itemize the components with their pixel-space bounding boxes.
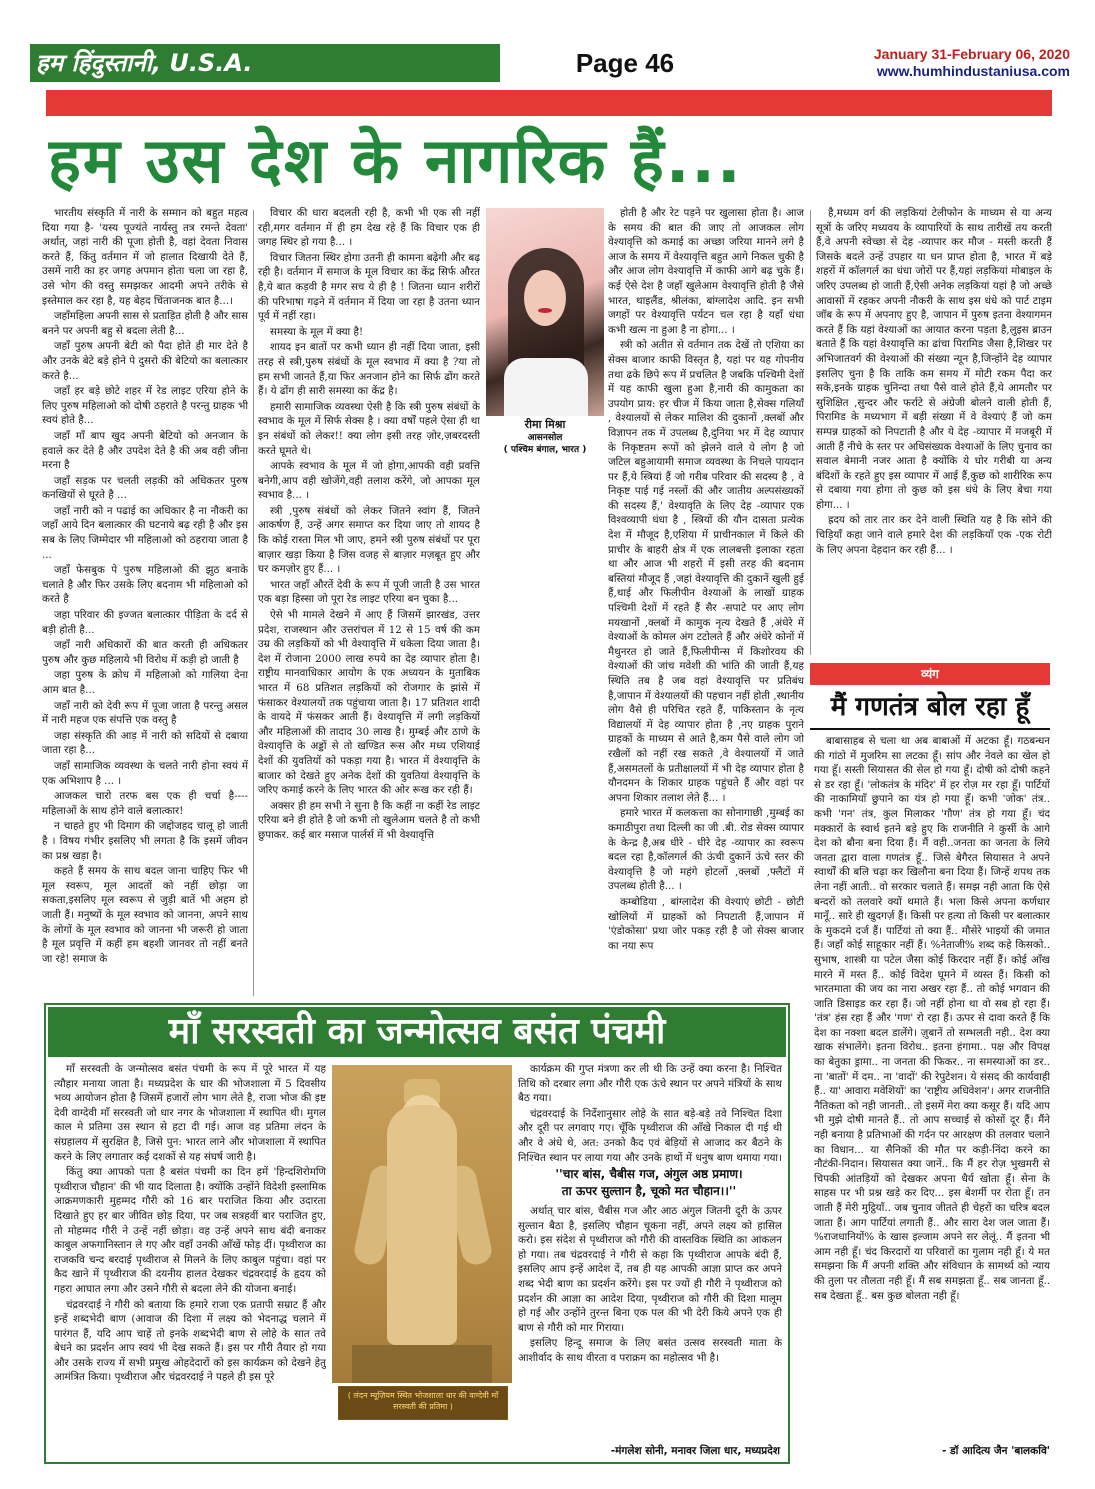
author-city: आसनसोल: [527, 433, 563, 443]
page-number: Page 46: [575, 48, 675, 78]
saraswati-column-2-top: [518, 1062, 782, 1166]
article-column-4: [816, 206, 1052, 654]
paragraph: समस्या के मूल में क्या है!: [270, 325, 364, 338]
paragraph: इसलिए हिन्दू समाज के लिए बसंत उत्सव सरस्वती माता के आशीर्वाद के साथ वीरता व पराक्रम का महोत्सव भी है।: [518, 1337, 782, 1364]
page-headline: हम उस देश के नागरिक हैं...: [48, 124, 743, 197]
paragraph: हमारे भारत में कलकत्ता का सोनागाछी ,मुम्बई का कमाठीपुरा तथा दिल्ली का जी .बी. रोड सेक्स व्यापार के केन्द्र है,अब धीरे - धीरे देह -व्यापार का स्वरूप बदल रहा है,कॉलगर्ल की ऊंची दुकानें ऊंचे स्तर की वेश्यावृत्ति है जो महंगे होटलों ,क्लबों ,फ्लैटों में उपलब्ध होती है... ।: [608, 807, 804, 893]
satire-byline: - डॉ आदित्य जैन 'बालकवि': [942, 1445, 1050, 1457]
paragraph: जहाँ नारी को न पढाई का अधिकार है ना नौकरी का जहाँ आये दिन बलात्कार की घटनाये बढ़ रही है और इस सब के लिए जिम्मेदार भी महिलाओ को ठहराया जाता है ...: [42, 504, 248, 561]
paragraph: अक्सर ही हम सभी ने सुना है कि कहीं ना कहीं रेड लाइट एरिया बने ही होते है जो कभी तो खुलेआम चलते है तो कभी छुपाकर. कई बार मसाज पार्लर्स में भी वेश्यावृत्ति: [258, 799, 480, 841]
paragraph: जहा पुरुष के क्रोध में महिलाओ को गालिया देना आम बात है...: [42, 669, 248, 696]
paragraph: विचार की धारा बदलती रही है, कभी भी एक सी नहीं रही,मगर वर्तमान में ही हम देख रहे हैं कि विचार एक ही जगह स्थिर हो गया है... ।: [258, 207, 480, 249]
pull-quote: [518, 1166, 780, 1200]
date-range: January 31-February 06, 2020: [873, 46, 1070, 62]
satire-body: [814, 734, 1050, 1440]
paragraph: अर्थात् चार बांस, चैबीस गज और आठ अंगुल जितनी दूरी के ऊपर सुल्तान बैठा है, इसलिए चौहान चूकना नहीं, अपने लक्ष्य को हासिल करो। इस संदेश से पृथ्वीराज को गौरी की वास्तविक स्थिति का आंकलन हो गया। तब चंद्रवरदाई ने गौरी से कहा कि पृथ्वीराज आपके बंदी हैं, इसलिए आप इन्हें आदेश दें, तब ही यह आपकी आज्ञा प्राप्त कर अपने शब्द भेदी बाण का प्रदर्शन करेंगे। इस पर ज्यों ही गौरी ने पृथ्वीराज को प्रदर्शन की आज्ञा का आदेश दिया, पृथ्वीराज को गौरी की दिशा मालूम हो गई और उन्होंने तुरन्त बिना एक पल की भी देरी किये अपने एक ही बाण से गौरी को मार गिराया।: [518, 1205, 782, 1334]
author-name: रीमा मिश्रा: [524, 418, 566, 431]
column-divider: [810, 210, 811, 655]
saraswati-column-1: [54, 1062, 326, 1458]
paragraph: जहाँ सामाजिक व्यवस्था के चलते नारी होना स्वयं में एक अभिशाप है ... ।: [42, 759, 248, 787]
satire-tag: व्यंग: [810, 663, 1050, 685]
paragraph: जहाँ नारी अधिकारों की बात करती ही अधिकतर पुरुष और कुछ महिलाये भी विरोध में कड़ी हो जाती है: [42, 639, 248, 666]
saraswati-column-2-bottom: [518, 1204, 782, 1442]
paragraph: जहाँ माँ बाप खुद अपनी बेटियो को अनजान के हवाले कर देते है और उपदेश देते है की अब वही जीना मरना है: [42, 429, 248, 472]
paragraph: आजकल चारो तरफ बस एक ही चर्चा है----महिलाओं के साथ होने वाले बलात्कार!: [42, 790, 248, 817]
paragraph: जहाँ नारी को देवी रूप में पूजा जाता है परन्तु असल में नारी महज एक संपत्ति एक वस्तु है: [42, 699, 248, 727]
paragraph: शायद इन बातों पर कभी ध्यान ही नहीं दिया जाता, इसी तरह से स्त्री,पुरुष संबंधों के मूल स्वभाव में क्या है ?या तो हम सभी जानते हैं,या फिर अनजान होने का सिर्फ ढोंग करते हैं। ये ढोंग ही सारी समस्या का केंद्र है।: [258, 341, 480, 398]
paragraph: कार्यक्रम की गुप्त मंत्रणा कर ली थी कि उन्हें क्या करना है। निश्चित तिथि को दरबार लगा और गौरी एक ऊंचे स्थान पर अपने मंत्रियों के साथ बैठ गया।: [518, 1063, 782, 1105]
paragraph: होती है और रेट पड़ने पर खुलासा होता है। आज के समय की बात की जाए तो आजकल लोग वेश्यावृत्ति को कमाई का अच्छा जरिया मानने लगे है आज के समय में वेश्यावृत्ति बहुत आगे निकल चुकी है और आज लोग वेश्यावृत्ति में काफी आगे बढ़ चुके हैं। कई ऐसे देश है जहाँ खुलेआम वेश्यावृत्ति होती है जैसे भारत, थाइलैंड, श्रीलंका, बांग्लादेश आदि. इन सभी जगहों पर वेश्यावृत्ति पर्यटन चल रहा है यहाँ धंधा कभी खत्म ना हुआ है ना होगा... ।: [608, 207, 804, 336]
paragraph: जहाँ सड़क पर चलती लड़की को अधिकतर पुरुष कनखियों से घूरते है ...: [42, 474, 248, 502]
saraswati-statue-image: [332, 1065, 512, 1383]
column-2-paragraphs: [258, 206, 480, 843]
paragraph: जहाँ पुरुष अपनी बेटी को पैदा होते ही मार देते है और उनके बेटे बड़े होने पे दुसरो की बेटियो का बलात्कार करते है...: [42, 340, 248, 382]
paragraph: बाबासाहब से चला था अब बाबाओं में अटका हूँ। गठबन्धन की गांठो में मुजरिम सा लटका हूँ। सांप और नेवले का खेल हो गया हूँ। सस्ती सियासत की सेल हो गया हूँ। दोषी को दोषी कहने से डर रहा हूँ। 'लोकतंत्र के मंदिर' में हर रोज़ मर रहा हूँ। पार्टियों की नाकामियाँ छुपाने का यंत्र हो गया हूँ। कभी 'जोक' तंत्र.. कभी 'गन' तंत्र, कुल मिलाकर 'गौण' तंत्र हो गया हूँ। चंद मक्कारों के स्वार्थ इतने बड़े हुए कि राजनीति ने कुर्सी के आगे देश को बौना बना दिया हैं। मैं वही..जनता का जनता के लिये जनता द्वारा वाला गणतंत्र हूँ.. जिसे बेगैरत सियासत ने अपने स्वार्थों की बलि चढ़ा कर खिलौना बना दिया हैं। जिन्हें शपथ तक लेना नहीं आती.. वो सरकार चलाते हैं। समझ नही आता कि ऐसे बन्दरों को तलवारे क्यों थमाते हैं। भला किसे अपना कर्णधार मानूँ.. सारे ही खुदगर्ज़ हैं। किसी पर हत्या तो किसी पर बलात्कार के मुकदमे दर्ज हैं। पार्टियां तो क्या हैं.. मौसेरे भाइयों की जमात हैं। जहाँ कोई साहूकार नहीं हैं। %नेताजी% शब्द कहे किसको.. सुभाष, शास्त्री या पटेल जैसा कोई किरदार नहीं हैं। कोई आँख मारने में मस्त हैं.. कोई विदेश घूमने में व्यस्त हैं। किसी को भारतमाता की जय का नारा अखर रहा हैं.. तो कोई भगवान की जाति डिसाइड कर रहा हैं। जो नहीं होना था वो सब हो रहा हैं। 'तंत्र' हंस रहा हैं और 'गण' रो रहा हैं। ऊपर से दावा करते हैं कि देश का नक्शा बदल डालेंगे। ज़ुबानें तो सम्भलती नही.. देश क्या खाक संभालेंगे। इतना विरोध.. इतना हंगामा.. पक्ष और विपक्ष का बेतुका ड्रामा.. ना जनता की फिकर.. ना समस्याओं का डर.. ना 'बातों' में दम.. ना 'वादों' की रेपुटेशन। ये संसद की कार्यवाही हैं.. या' आवारा मवेशियों' का 'राष्ट्रीय अधिवेशन'। अगर राजनीति नैतिकता को नही जानती.. तो इसमें मेरा क्या कसूर हैं। यदि आप भी मुझे दोषी मानते हैं.. तो आप सच्चाई से कोसों दूर हैं। मैंने नही बनाया है प्रतिभाओं की गर्दन पर आरक्षण की तलवार चलाने का विधान... या सैनिकों की मौत पर कड़ी-निंदा करने का नौटंकी-निदान। सियासत क्या जानें.. कि मैं हर रोज़ भुखमरी से चिपकी आंतड़ियों को देखकर अपना धैर्य खोता हूँ। सेना के साहस पर भी प्रश्न खड़े कर दिए... इस बेशर्मी पर रोता हूँ। तन जाती हैं मेरी मुट्ठियाँ.. जब चुनाव जीतते ही चेहरों का चरित्र बदल जाता हैं। आग पार्टियां लगाती हैं.. और सारा देश जल जाता हैं। %राजधानियों% के खास इल्जाम अपने सर लेलूं.. मैं इतना भी आम नही हूँ। चंद किरदारों या परिवारों का गुलाम नही हूँ। ये मत समझना कि मैं अपनी शक्ति और संविधान के सामर्थ्य को न्याय की तुला पर तौलता नही हूँ। मैं सब समझता हूँ.. सब जानता हूँ.. सब देखता हूँ.. बस कुछ बोलता नही हूँ।: [814, 735, 1050, 1302]
column-divider: [253, 210, 254, 996]
author-photo: [486, 208, 604, 416]
paragraph: कहते हैं समय के साथ बदल जाना चाहिए फिर भी मूल स्वरूप, मूल आदतों को नहीं छोड़ा जा सकता,इसलिए मूल स्वरूप से जुड़ी बातें भी अहम हो जाती हैं। मनुष्यों के मूल स्वभाव को जानना, अपने साथ के लोगों के मूल स्वभाव को जानना भी जरूरी हो जाता है मूल प्रवृत्ति में कहीं हम बहशी जानवर तो नहीं बनते जा रहे! समाज के: [42, 865, 248, 965]
paragraph: चंद्रवरदाई के निर्देशानुसार लोहे के सात बड़े-बड़े तवे निश्चित दिशा और दूरी पर लगवाए गए। चूँकि पृथ्वीराज की आँखे निकाल दी गई थी और वे अंधे थे, अत: उनको कैद एवं बेड़ियों से आजाद कर बैठने के निश्चित स्थान पर लाया गया और उनके हाथों में धनुष बाण थमाया गया।: [518, 1107, 782, 1164]
paragraph: हमारी सामाजिक व्यवस्था ऐसी है कि स्त्री पुरुष संबंधों के स्वभाव के मूल में सिर्फ सेक्स है । क्या वर्षों पहले ऐसा ही था इन संबंधों को लेकर!! क्या लोग इसी तरह ज़ोर,ज़बरदस्ती करते घूमते थे।: [258, 400, 480, 457]
paragraph: स्त्री ,पुरुष संबंधों को लेकर जितने स्वांग हैं, जितने आकर्षण हैं, उन्हें अगर समाप्त कर दिया जाए तो शायद है कि कोई रास्ता मिल भी जाए, हमने स्त्री पुरुष संबंधों पर पूरा बाज़ार खड़ा किया है जिस वजह से बाज़ार मज़बूत हुए और घर कमज़ोर हुए हैं... ।: [258, 504, 480, 576]
paragraph: भारत जहाँ औरतें देवी के रूप में पूजी जाती है उस भारत एक बड़ा हिस्सा जो पूरा रेड लाइट एरिया बन चुका है...: [258, 578, 480, 606]
paragraph: जहा संस्कृति की आड़ में नारी को सदियों से दबाया जाता रहा है...: [42, 729, 248, 757]
saraswati-col2-top-paragraphs: [518, 1062, 782, 1166]
article-column-3-body: [608, 206, 804, 998]
paragraph: न चाहते हुए भी दिमाग की जद्दोजहद चालू हो जाती है । विषय गंभीर इसलिए भी लगता है कि इसमें जीवन का प्रश्न खड़ा है।: [42, 820, 248, 862]
author-region: ( पश्चिम बंगाल, भारत ): [503, 445, 587, 455]
paragraph: जहाँमहिला अपनी सास से प्रताड़ित होती है और सास बनने पर अपनी बहु से बदला लेती है...: [42, 310, 248, 337]
paragraph: कम्बोडिया , बांग्लादेश की वेश्याएं छोटी - छोटी खोलियों में ग्राहकों को निपटाती हैं,जापान में 'एंडोकोसा' प्रथा जोर पकड़ रही है जो सेक्स बाजार का नया रूप: [608, 895, 804, 952]
issue-date: [874, 46, 1070, 80]
paragraph: है,मध्यम वर्ग की लड़कियां टेलीफोन के माध्यम से या अन्य सूत्रों के जरिए मध्यवय के व्यापारियों के साथ तारीखें तय करती हैं,वे अपनी स्वेच्छा से देह -व्यापार कर मौज - मस्ती करती हैं जिसके बदले उन्हें उपहार या धन प्राप्त होता है, भारत में बड़े शहरों में कॉलगर्ल का धंधा जोरों पर हैं,यहां लड़कियां मोबाइल के जरिए उपलब्ध हो जाती हैं,ऐसी अनेक लड़कियां यहां है जो अच्छे आवासों में रहकर अपनी नौकरी के साथ इस धंधे को पार्ट टाइम जॉब के रूप में अपनाए हुए है, जापान में पुरुष इतना वेश्यागमन करते हैं कि यहां वेश्याओं का आयात करना पड़ता है,लुइस ब्राउन बताते हैं कि यहां वेश्यावृत्ति का ढांचा पिरामिड जैसा है,शिखर पर अभिजातवर्ग की वेश्याओं की संख्या न्यून है,जिन्होंने देह व्यापार इसलिए चुना है कि ताकि कम समय में मोटी रकम पैदा कर सके,इनके ग्राहक चुनिन्दा तथा पैसे वाले होते हैं,ये आमतौर पर सुशिक्षित ,सुन्दर और फर्राटे से अंग्रेजी बोलने वाली होती हैं, पिरामिड के मध्यभाग में बड़ी संख्या में वे वेश्याएं हैं जो कम सम्पन्न ग्राहकों को निपटाती है और ये देह -व्यापार में मजबूरी में आती हैं नीचे के स्तर पर अधिसंख्यक वेश्याओं के लिए चुनाव का सवाल बेमानी नजर आता है क्योंकि ये घोर गरीबी या अन्य बंदिशों के रहते हुए इस व्यापार में आई हैं,कुछ को शारीरिक रूप से दबाया गया होगा तो कुछ को इस धंधे के लिए बेचा गया होगा... ।: [816, 207, 1052, 511]
quote-line-2: ता ऊपर सुल्तान है, चूको मत चौहान।।'': [561, 1184, 737, 1198]
paragraph: आपके स्वभाव के मूल में जो होगा,आपकी वही प्रवत्ति बनेगी,आप वही खोजेंगे,वही तलाश करेंगे, जो आपका मूल स्वभाव है... ।: [258, 460, 480, 502]
paragraph: विचार जितना स्थिर होगा उतनी ही कामना बढ़ेगी और बढ़ रही है। वर्तमान में समाज के मूल विचार का केंद्र सिर्फ औरत है,ये बात कड़वी है मगर सच ये ही है ! जितना ध्यान शरीरों की परिभाषा गढ़ने में वर्तमान में दिया जा रहा है उतना ध्यान पूर्व में नहीं रहा।: [258, 251, 480, 323]
masthead: [30, 44, 1070, 84]
saraswati-col1-paragraphs: [54, 1062, 326, 1385]
satire-title-rule: [810, 728, 1050, 730]
paragraph: जहाँ फेसबुक पे पुरुष महिलाओ की झुठ बनाके चलाते है और फिर उसके लिए बदनाम भी महिलाओ को करते है: [42, 564, 248, 606]
paragraph: ऐसे भी मामले देखने में आए हैं जिसमें झारखंड, उत्तर प्रदेश, राजस्थान और उत्तरांचल में 12 से 15 वर्ष की कम उम्र की लड़कियों को भी वेश्यावृत्ति में धकेला दिया जाता है। देश में रोजाना 2000 लाख रुपये का देह व्यापार होता है।राष्ट्रीय मानवाधिकार आयोग के एक अध्ययन के मुताबिक भारत में 68 प्रतिशत लड़कियों को रोजगार के झांसे में फंसाकर वेश्यालयों तक पहुंचाया जाता है। 17 प्रतिशत शादी के वायदे में फंसकर आती हैं। वेश्यावृत्ति में लगी लड़कियों और महिलाओं की तादाद 30 लाख है। मुम्बई और ठाणे के वेश्यावृत्ति के अड्डों से तो खण्डित रूस और मध्य एशियाई देशों की युवतियों को पकड़ा गया है। भारत में वेश्यावृत्ति के बाजार को देखते हुए अनेक देशों की युवतियां वेश्यावृत्ति के जरिए कमाई करने के लिए भारत की ओर रूख कर रही हैं।: [258, 609, 480, 797]
satire-title: मैं गणतंत्र बोल रहा हूँ: [830, 692, 1030, 722]
saraswati-byline: -मंगलेश सोनी, मनावर जिला धार, मध्यप्रदेश: [610, 1445, 780, 1457]
saraswati-col2-bottom-paragraphs: [518, 1204, 782, 1366]
paragraph: जहा परिवार की इज्जत बलात्कार पीड़िता के दर्द से बड़ी होती है...: [42, 609, 248, 636]
paragraph: स्त्री को अतीत से वर्तमान तक देखें तो एशिया का सेक्स बाजार काफी विस्तृत है, यहां पर यह गोपनीय तथा ढके छिपे रूप में प्रचलित है जबकि पश्चिमी देशों में यह काफी खुला हुआ है,नारी की कामुकता का उपयोग प्राय: हर चीज में किया जाता है,सेक्स गलियाँ , वेश्यालयों से लेकर मालिश की दुकानों ,क्लबों और विज्ञापन तक में उपलब्ध है,दुनिया भर में देह व्यापार के निकृष्टतम रूपों को झेलने वाले ये लोग है जो जटिल बहुआयामी समाज व्यवस्था के निचले पायदान पर हैं,ये स्त्रियां हैं जो गरीब परिवार की सदस्य है , वे निकृष्ट पाई गई नस्लों की और जातीय अल्पसंख्यकों की सदस्य हैं,' वेश्यावृति के लिए देह -व्यापार एक विश्वव्यापी धंधा है , स्त्रियों की यौन दासता प्रत्येक देश में मौजूद है,एशिया में प्राचीनकाल में किले की प्राचीर के बाहरी क्षेत्र में एक लालबत्ती इलाका रहता था और आज भी शहरों में इसी तरह की बदनाम बस्तियां मौजूद हैं ,जहां वेश्यावृत्ति की दुकानें खुली हुई हैं,थाई और फिलीपीन वेश्याओं के लाखों ग्राहक पश्चिमी देशों में रहते हैं सैर -सपाटे पर आए लोग मयखानों ,क्लबों में कामुक नृत्य देखते हैं ,अंधेरे में वेश्याओं के कोमल अंग टटोलते हैं और अंधेरे कोनों में मैथुनरत हो जाते हैं,फिलीपीन्स में किशोरवय की वेश्याओं की जांच मवेशी की भांति की जाती हैं,यह स्थिति तब है जब वहां वेश्यावृत्ति पर प्रतिबंध है,जापान में वेश्यालयों की पहचान नहीं होती ,स्थानीय लोग वैसे ही परिचित रहते हैं, पाकिस्तान के नृत्य विद्यालयों में देह व्यापार होता है ,नए ग्राहक पुराने ग्राहकों के माध्यम से आते है,कम पैसे वाले लोग जो रखैलों को नहीं रख सकते ,वे वेश्यालयों में जाते हैं,असमतलों के प्रतीक्षालयों में भी देह व्यापार होता है यौनदमन के शिकार ग्राहक पहुंचते हैं और वहां पर अपना शिकार तलाश लेते हैं... ।: [608, 339, 804, 804]
red-banner-strip: [46, 90, 1052, 116]
paragraph: किंतु क्या आपको पता है बसंत पंचमी का दिन हमें 'हिन्दशिरोमणि पृथ्वीराज चौहान' की भी याद दिलाता है। क्योंकि उन्होंने विदेशी इस्लामिक आक्रमणकारी मुहम्मद गौरी को 16 बार पराजित किया और उदारता दिखाते हुए हर बार जीवित छोड़ दिया, पर जब सत्रहवीं बार पराजित हुए, तो मोहम्मद गौरी ने उन्हें नहीं छोड़ा। वह उन्हें अपने साथ बंदी बनाकर काबुल अफगानिस्तान ले गए और वहाँ उनकी आँखें फोड़ दीं। पृथ्वीराज का राजकवि चन्द बरदाई पृथ्वीराज से मिलने के लिए काबुल पहुंचा। वहां पर कैद खाने में पृथ्वीराज की दयनीय हालत देखकर चंद्रवरदाई के हृदय को गहरा आघात लगा और उसने गौरी से बदला लेने की योजना बनाई।: [54, 1166, 326, 1295]
article-column-2: [258, 206, 480, 998]
column-3-paragraphs: [608, 206, 804, 953]
paragraph: भारतीय संस्कृति में नारी के सम्मान को बहुत महत्व दिया गया है- 'यस्य पूज्यंते नार्यस्तु तत्र रमन्ते देवता' अर्थात्, जहां नारी की पूजा होती है, वहां देवता निवास करते हैं, किंतु वर्तमान में जो हालात दिखायी देते हैं, उसमें नारी का हर जगह अपमान होता चला जा रहा है, उसे भोग की वस्तु समझकर आदमी अपने तरीके से इस्तेमाल कर रहा है, यह बेहद चिंताजनक बात है...।: [42, 207, 248, 307]
quote-line-1: ''चार बांस, चैबीस गज, अंगुल अष्ठ प्रमाण।: [555, 1167, 743, 1181]
author-caption: [486, 418, 604, 460]
brand-logo: हम हिंदुस्तानी, U.S.A.: [30, 44, 500, 82]
column-4-paragraphs: [816, 206, 1052, 557]
statue-caption: ( लंदन म्यूज़ियम स्थित भोजशाला धार की वाग्देवी माँ सरस्वती की प्रतिमा ): [338, 1386, 508, 1420]
saraswati-title: माँ सरस्वती का जन्मोत्सव बसंत पंचमी: [48, 1007, 786, 1057]
paragraph: ह्रदय को तार तार कर देने वाली स्थिति यह है कि सोने की चिड़ियाँ कहा जाने वाले हमारे देश की लड़कियाँ एक -एक रोटी के लिए अपना देहदान कर रही हैं... ।: [816, 514, 1052, 556]
website-link[interactable]: www.humhindustaniusa.com: [876, 63, 1070, 79]
satire-paragraphs: [814, 734, 1050, 1303]
paragraph: चंद्रवरदाई ने गौरी को बताया कि हमारे राजा एक प्रतापी सम्राट हैं और इन्हें शब्दभेदी बाण (आवाज की दिशा में लक्ष्य को भेदनाद्ध चलाने में पारंगत हैं, यदि आप चाहें तो इनके शब्दभेदी बाण से लोहे के सात तवे बेधने का प्रदर्शन आप स्वयं भी देख सकते हैं। इस पर गौरी तैयार हो गया और उसके राज्य में सभी प्रमुख ओहदेदारों को इस कार्यक्रम को देखने हेतु आमंत्रित किया। पृथ्वीराज और चंद्रवरदाई ने पहले ही इस पूरे: [54, 1298, 326, 1384]
article-column-1: [42, 206, 248, 998]
paragraph: माँ सरस्वती के जन्मोत्सव बसंत पंचमी के रूप में पूरे भारत में यह त्यौहार मनाया जाता है। मध्यप्रदेश के धार की भोजशाला में 5 दिवसीय भव्य आयोजन होता है जिसमें हजारों लोग भाग लेते है, राजा भोज की इष्ट देवी वाग्देवी माँ सरस्वती जो धार नगर के भोजशाला में स्थापित थी। मुगल काल मे प्रतिमा उस स्थान से हटा दी गई। आज वह प्रतिमा लंदन के संग्रहालय में सुरक्षित है, जिसे पुन: भारत लाने और भोजशाला में स्थापित करने के लिए लगातार कई दशकों से यह संघर्ष जारी है।: [54, 1063, 326, 1163]
column-1-paragraphs: [42, 206, 248, 966]
paragraph: जहाँ हर बड़े छोटे शहर में रेड लाइट एरिया होने के लिए पुरुष महिलाओ को दोषी ठहराते है परन्तु ग्राहक भी स्वयं होते है...: [42, 385, 248, 427]
